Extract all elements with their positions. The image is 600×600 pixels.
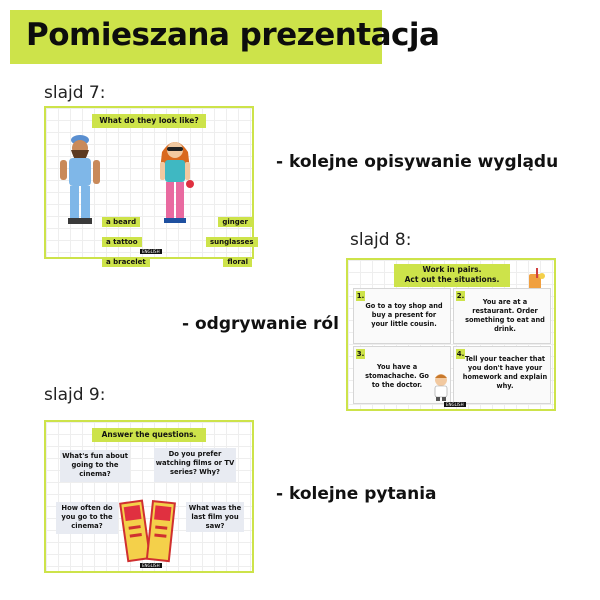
- tag-bracelet: a bracelet: [102, 257, 150, 267]
- slide-8-heading-line2: Act out the situations.: [404, 275, 500, 284]
- card-3-number: 3.: [356, 350, 365, 358]
- slide-8-heading: [394, 264, 510, 287]
- slide-8-label: slajd 8:: [350, 230, 412, 250]
- card-2-number: 2.: [456, 292, 465, 300]
- tag-ginger: ginger: [218, 217, 252, 227]
- tag-sunglasses: sunglasses: [206, 237, 258, 247]
- slide-7-right-tags: [206, 209, 252, 268]
- slide-8-heading-line1: Work in pairs.: [422, 265, 482, 274]
- situation-card-2: [453, 288, 551, 344]
- slide-9-label: slajd 9:: [44, 385, 106, 405]
- tag-beard: a beard: [102, 217, 140, 227]
- tag-floral: floral: [223, 257, 252, 267]
- situation-card-4: [453, 346, 551, 404]
- page-title: Pomieszana prezentacja: [26, 17, 440, 53]
- card-1-text: Go to a toy shop and buy a present for your little cousin.: [365, 302, 443, 328]
- slide-7-thumbnail[interactable]: [44, 106, 254, 266]
- question-bubble-2: Do you prefer watching films or TV series? Why?: [154, 448, 236, 482]
- slide-9-description: - kolejne pytania: [276, 484, 437, 504]
- girl-illustration: [152, 136, 198, 236]
- slide-7-left-tags: [102, 209, 152, 268]
- slide-7-description: - kolejne opisywanie wyglądu: [276, 152, 559, 172]
- slide-7-heading: What do they look like?: [92, 114, 206, 128]
- slide-7-label: slajd 7:: [44, 83, 106, 103]
- situation-card-1: [353, 288, 451, 344]
- sick-boy-icon: [432, 373, 450, 401]
- question-bubble-4: What was the last film you saw?: [186, 502, 244, 532]
- slide-8-logo: ENGLISH: [446, 402, 464, 407]
- slide-9-logo: ENGLISH: [142, 563, 160, 568]
- slide-8-thumbnail[interactable]: [346, 258, 556, 411]
- slide-9-heading: Answer the questions.: [92, 428, 206, 442]
- card-2-text: You are at a restaurant. Order something to eat and drink.: [465, 298, 545, 333]
- slide-7-logo: ENGLISH: [142, 249, 160, 254]
- card-4-text: Tell your teacher that you don't have your homework and explain why.: [462, 355, 548, 390]
- slide-8-description: - odgrywanie ról: [182, 314, 339, 334]
- slide-9-thumbnail[interactable]: [44, 420, 254, 573]
- cinema-tickets-icon: [120, 496, 178, 564]
- card-4-number: 4.: [456, 350, 465, 358]
- tag-tattoo: a tattoo: [102, 237, 142, 247]
- bearded-man-illustration: [54, 134, 106, 232]
- question-bubble-3: How often do you go to the cinema?: [56, 502, 118, 534]
- card-1-number: 1.: [356, 292, 365, 300]
- question-bubble-1: What's fun about going to the cinema?: [60, 450, 130, 482]
- situation-card-3: [353, 346, 451, 404]
- card-3-text: You have a stomachache. Go to the doctor.: [365, 363, 429, 389]
